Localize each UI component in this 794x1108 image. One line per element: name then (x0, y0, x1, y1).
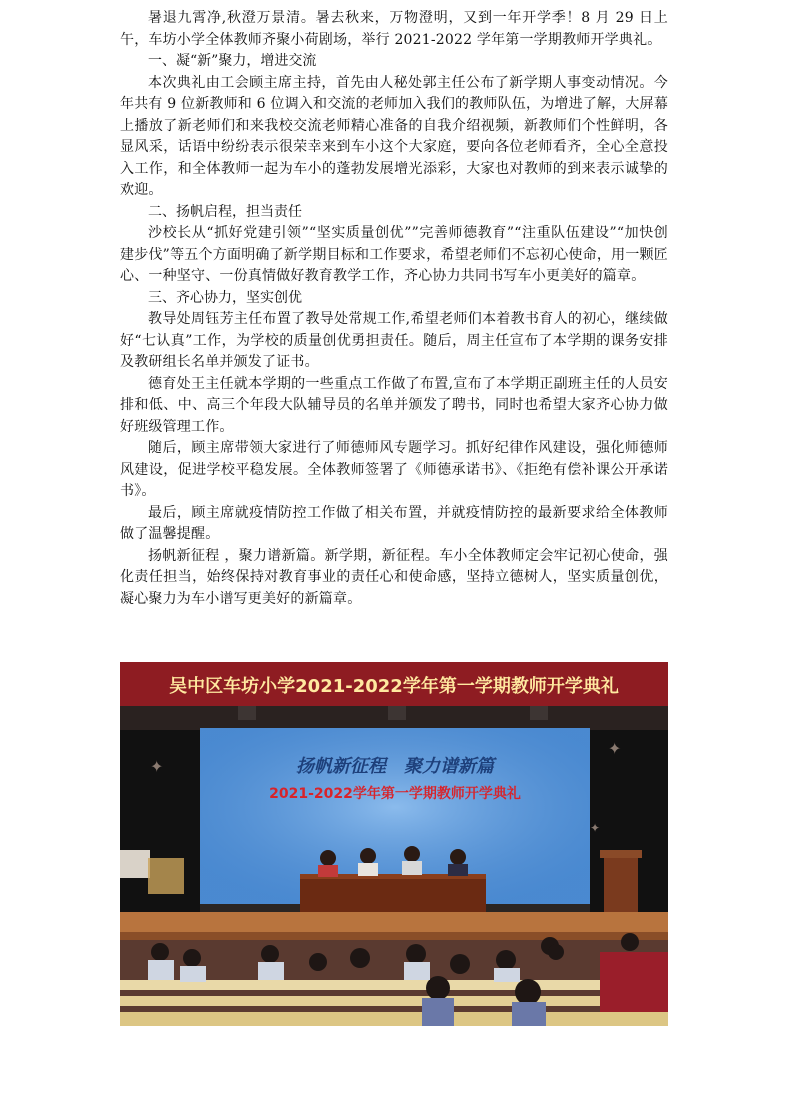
section-3-paragraph-2: 德育处王主任就本学期的一些重点工作做了布置,宣布了本学期正副班主任的人员安排和低、中、高三个年段大队辅导员的名单并颁发了聘书，同时也希望大家齐心协力做好班级管理工作。 (120, 375, 668, 435)
section-3-paragraph-3: 随后，顾主席带领大家进行了师德师风专题学习。抓好纪律作风建设，强化师德师风建设，促进学校平稳发展。全体教师签署了《师德承诺书》、《拒绝有偿补课公开承诺书》。 (120, 440, 668, 499)
article-body (120, 8, 668, 610)
section-heading-3: 三、齐心协力，坚实创优 (148, 289, 302, 306)
closing-paragraph: 扬帆新征程 ，聚力谱新篇。新学期，新征程。车小全体教师定会牢记初心使命，强化责任担当，始终保持对教育事业的责任心和使命感，坚持立德树人，坚实质量创优，凝心聚力为车小谱写更美好的新篇章。 (120, 547, 668, 607)
section-heading-1: 一、凝“新”聚力，增进交流 (148, 53, 317, 69)
ceremony-photo (120, 662, 668, 1026)
section-3-paragraph-4: 最后，顾主席就疫情防控工作做了相关布置，并就疫情防控的最新要求给全体教师做了温馨提醒。 (120, 504, 668, 542)
section-2-paragraph: 沙校长从“抓好党建引领”“坚实质量创优””完善师德教育”“注重队伍建设”“加快创建步伐”等五个方面明确了新学期目标和工作要求，希望老师们不忘初心使命，用一颗匠心、一种坚守、一份真情做好教育教学工作，齐心协力共同书写车小更美好的篇章。 (120, 225, 668, 284)
section-1-paragraph: 本次典礼由工会顾主席主持，首先由人秘处郭主任公布了新学期人事变动情况。今年共有 9 位新教师和 6 位调入和交流的老师加入我们的教师队伍，为增进了解，大屏幕上播放了新老师们和来我校交流老师精心准备的自我介绍视频，新教师们个性鲜明，各显风采，话语中纷纷表示很荣幸来到车小这个大家庭，要向各位老师看齐，全心全意投入工作，和全体教师一起为车小的蓬勃发展增光添彩，大家也对教师的到来表示诚挚的欢迎。 (120, 74, 669, 198)
svg-text:✦: ✦ (590, 821, 601, 835)
banner-text: 吴中区车坊小学2021-2022学年第一学期教师开学典礼 (169, 676, 619, 697)
screen-title: 2021-2022学年第一学期教师开学典礼 (269, 786, 521, 802)
svg-text:✦: ✦ (150, 757, 164, 776)
intro-paragraph: 暑退九霄净,秋澄万景清。暑去秋来，万物澄明，又到一年开学季！8 月 29 日上午，车坊小学全体教师齐聚小荷剧场，举行 2021-2022 学年第一学期教师开学典礼。 (120, 10, 668, 48)
section-heading-2: 二、扬帆启程，担当责任 (148, 203, 302, 220)
section-3-paragraph-1: 教导处周钰芳主任布置了教导处常规工作,希望老师们本着教书育人的初心，继续做好“七认真”工作，为学校的质量创优勇担责任。随后，周主任宣布了本学期的课务安排及教研组长名单并颁发了证书。 (120, 311, 668, 370)
svg-text:✦: ✦ (608, 739, 622, 758)
screen-slogan: 扬帆新征程 聚力谱新篇 (296, 756, 494, 777)
